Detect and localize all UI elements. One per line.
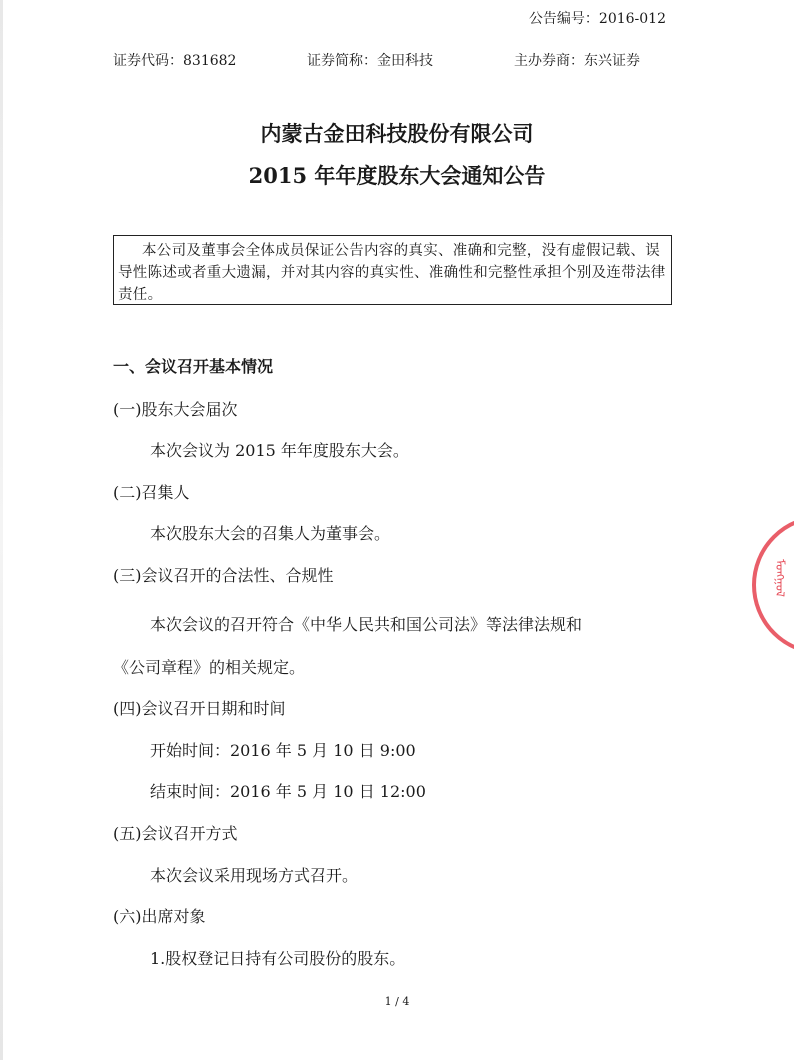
page-number: 1 / 4 <box>384 995 410 1008</box>
subsection-heading-4: (四)会议召开日期和时间 <box>113 699 286 718</box>
stock-code: 证券代码：831682 <box>113 53 237 69</box>
subsection-heading-1: (一)股东大会届次 <box>113 400 238 419</box>
subsection-heading-6: (六)出席对象 <box>113 907 206 926</box>
company-seal-stamp <box>752 515 794 655</box>
company-title: 内蒙古金田科技股份有限公司 <box>260 121 534 146</box>
sponsor-broker: 主办券商：东兴证券 <box>514 53 640 69</box>
paragraph-session: 本次会议为 2015 年年度股东大会。 <box>150 441 409 460</box>
notice-title: 2015 年年度股东大会通知公告 <box>248 163 546 188</box>
disclaimer-box <box>113 235 672 305</box>
disclaimer-text: 本公司及董事会全体成员保证公告内容的真实、准确和完整，没有虚假记载、误导性陈述或者重大遗漏，并对其内容的真实性、准确性和完整性承担个别及连带法律责任。 <box>118 243 666 303</box>
stock-abbreviation: 证券简称：金田科技 <box>307 53 433 69</box>
section-heading: 一、会议召开基本情况 <box>113 357 274 376</box>
end-time: 结束时间：2016 年 5 月 10 日 12:00 <box>150 782 426 801</box>
seal-text: ᠮᠣᠩᠭᠣᠯ <box>773 559 787 597</box>
subsection-heading-2: (二)召集人 <box>113 483 190 502</box>
subsection-heading-5: (五)会议召开方式 <box>113 824 238 843</box>
paragraph-legality-line1: 本次会议的召开符合《中华人民共和国公司法》等法律法规和 <box>150 615 583 634</box>
start-time: 开始时间：2016 年 5 月 10 日 9:00 <box>150 741 416 760</box>
attendee-item-1: 1.股权登记日持有公司股份的股东。 <box>150 949 406 968</box>
notice-number: 公告编号：2016-012 <box>528 11 666 27</box>
subsection-heading-3: (三)会议召开的合法性、合规性 <box>113 566 334 585</box>
paragraph-method: 本次会议采用现场方式召开。 <box>150 866 359 885</box>
scan-edge <box>0 0 3 1060</box>
paragraph-legality-line2: 《公司章程》的相关规定。 <box>113 658 306 677</box>
paragraph-convener: 本次股东大会的召集人为董事会。 <box>150 524 391 543</box>
